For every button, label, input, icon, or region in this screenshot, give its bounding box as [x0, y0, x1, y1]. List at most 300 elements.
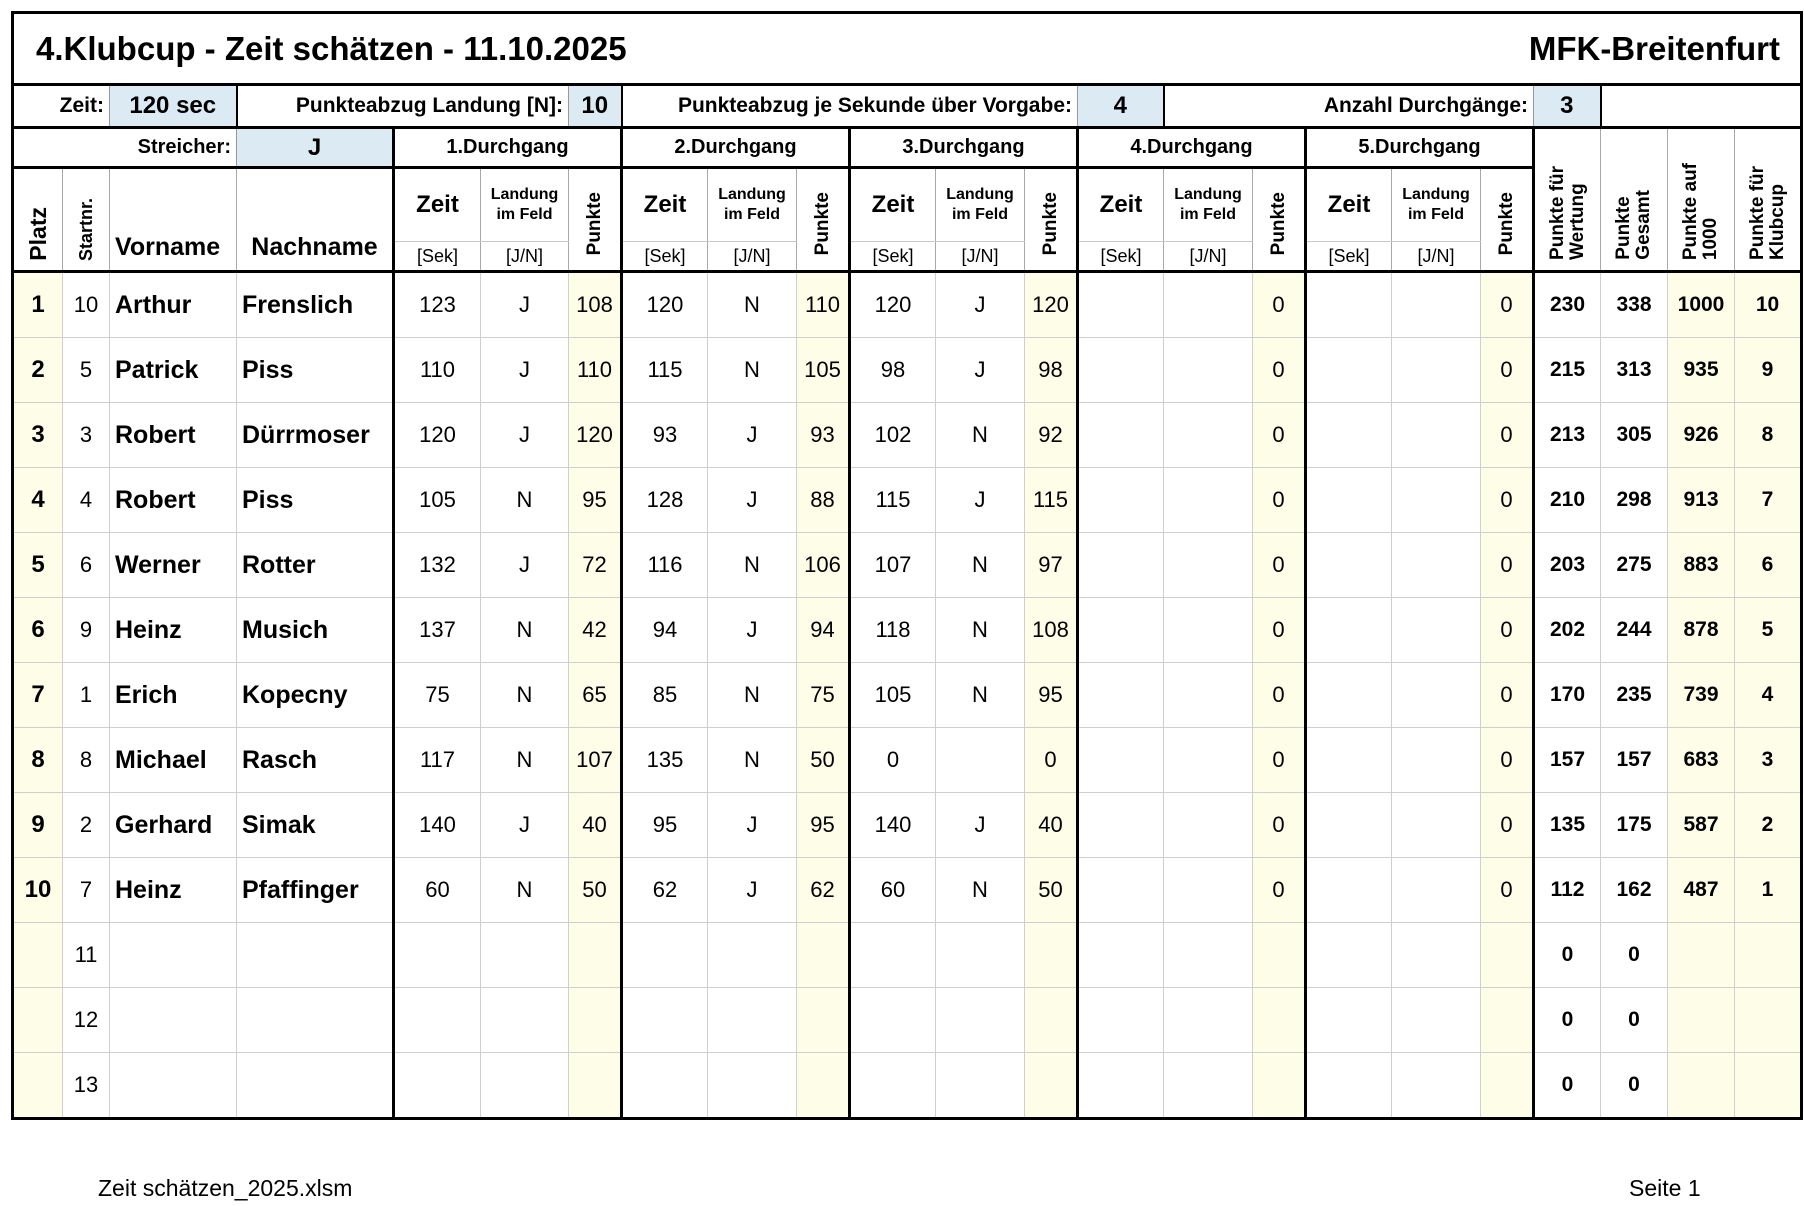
cell-punkte-wertung: 202 [1534, 598, 1601, 663]
cell-landung: J [708, 468, 797, 533]
cell-punkte-wertung: 135 [1534, 793, 1601, 858]
cell-punkte-gesamt: 244 [1601, 598, 1668, 663]
cell-punkte-auf1000: 878 [1668, 598, 1735, 663]
cell-landung: N [481, 858, 569, 923]
cell-zeit [1306, 598, 1392, 663]
round-5-punkte-header: Punkte [1481, 168, 1534, 272]
cell-platz: 5 [13, 533, 63, 598]
cell-landung: N [936, 663, 1025, 728]
round-3-jn-unit: [J/N] [936, 242, 1025, 272]
cell-platz [13, 988, 63, 1053]
cell-landung: J [481, 403, 569, 468]
cell-nachname: Frenslich [237, 272, 394, 338]
cell-zeit [1306, 728, 1392, 793]
cell-landung [1164, 1053, 1253, 1119]
cell-punkte: 120 [1025, 272, 1078, 338]
cell-nachname: Rasch [237, 728, 394, 793]
cell-zeit: 117 [394, 728, 481, 793]
round-4-sek-unit: [Sek] [1078, 242, 1164, 272]
col-header-startnr: Startnr. [63, 168, 110, 272]
cell-zeit: 116 [622, 533, 708, 598]
cell-punkte [1481, 1053, 1534, 1119]
col-header-klubcup: Punkte für Klubcup [1735, 128, 1802, 272]
zeit-label: Zeit: [13, 85, 110, 128]
cell-punkte: 0 [1253, 533, 1306, 598]
cell-landung [1164, 923, 1253, 988]
cell-landung: J [481, 272, 569, 338]
cell-nachname [237, 923, 394, 988]
cell-zeit: 120 [622, 272, 708, 338]
cell-punkte-auf1000: 683 [1668, 728, 1735, 793]
table-row [13, 403, 1802, 468]
cell-zeit [1078, 272, 1164, 338]
cell-zeit: 118 [850, 598, 936, 663]
table-row [13, 923, 1802, 988]
cell-landung [1164, 793, 1253, 858]
cell-punkte: 72 [569, 533, 622, 598]
cell-zeit: 140 [394, 793, 481, 858]
round-1-zeit-header: Zeit [394, 168, 481, 242]
cell-landung: N [708, 728, 797, 793]
cell-punkte-auf1000: 587 [1668, 793, 1735, 858]
cell-landung [936, 728, 1025, 793]
cell-landung: N [481, 468, 569, 533]
settings-empty-cell [1601, 85, 1802, 128]
col-header-auf1000: Punkte auf 1000 [1668, 128, 1735, 272]
cell-vorname [110, 988, 237, 1053]
cell-zeit: 0 [850, 728, 936, 793]
cell-startnr: 1 [63, 663, 110, 728]
cell-landung: N [708, 663, 797, 728]
cell-punkte: 42 [569, 598, 622, 663]
round-header-3: 3.Durchgang [850, 128, 1078, 168]
cell-zeit [1306, 272, 1392, 338]
cell-punkte-klubcup: 2 [1735, 793, 1802, 858]
cell-zeit [622, 1053, 708, 1119]
results-sheet [11, 11, 1803, 1120]
cell-punkte-gesamt: 235 [1601, 663, 1668, 728]
cell-punkte-klubcup: 1 [1735, 858, 1802, 923]
cell-zeit [1306, 403, 1392, 468]
cell-zeit [1306, 338, 1392, 403]
cell-landung [936, 923, 1025, 988]
landung-value[interactable]: 10 [569, 85, 622, 128]
footer-page: Seite 1 [1629, 1175, 1701, 1201]
cell-nachname [237, 988, 394, 1053]
cell-nachname: Rotter [237, 533, 394, 598]
cell-punkte [1253, 1053, 1306, 1119]
cell-punkte: 0 [1481, 663, 1534, 728]
round-3-sek-unit: [Sek] [850, 242, 936, 272]
cell-punkte: 106 [797, 533, 850, 598]
cell-punkte-wertung: 112 [1534, 858, 1601, 923]
cell-punkte: 75 [797, 663, 850, 728]
cell-vorname: Arthur [110, 272, 237, 338]
cell-startnr: 7 [63, 858, 110, 923]
cell-punkte-wertung: 215 [1534, 338, 1601, 403]
cell-landung [1392, 923, 1481, 988]
round-2-sek-unit: [Sek] [622, 242, 708, 272]
cell-punkte: 0 [1253, 598, 1306, 663]
cell-platz: 9 [13, 793, 63, 858]
cell-punkte: 50 [1025, 858, 1078, 923]
cell-punkte: 94 [797, 598, 850, 663]
round-5-jn-unit: [J/N] [1392, 242, 1481, 272]
cell-platz: 7 [13, 663, 63, 728]
cell-landung [1392, 728, 1481, 793]
cell-punkte-wertung: 0 [1534, 988, 1601, 1053]
cell-platz: 2 [13, 338, 63, 403]
cell-punkte-klubcup [1735, 1053, 1802, 1119]
cell-startnr: 4 [63, 468, 110, 533]
cell-startnr: 3 [63, 403, 110, 468]
cell-landung [708, 988, 797, 1053]
cell-landung [1392, 858, 1481, 923]
cell-punkte [1481, 988, 1534, 1053]
cell-punkte-wertung: 213 [1534, 403, 1601, 468]
round-header-4: 4.Durchgang [1078, 128, 1306, 168]
cell-punkte-klubcup: 10 [1735, 272, 1802, 338]
cell-nachname: Piss [237, 338, 394, 403]
cell-zeit [1306, 793, 1392, 858]
cell-platz: 4 [13, 468, 63, 533]
round-1-landung-header: Landung im Feld [481, 168, 569, 242]
cell-zeit: 123 [394, 272, 481, 338]
cell-zeit: 137 [394, 598, 481, 663]
round-1-sek-unit: [Sek] [394, 242, 481, 272]
cell-zeit [1078, 728, 1164, 793]
cell-platz: 6 [13, 598, 63, 663]
cell-punkte: 110 [797, 272, 850, 338]
round-header-2: 2.Durchgang [622, 128, 850, 168]
cell-punkte: 0 [1481, 533, 1534, 598]
cell-punkte: 0 [1481, 468, 1534, 533]
cell-punkte-gesamt: 162 [1601, 858, 1668, 923]
cell-punkte [569, 988, 622, 1053]
cell-punkte [797, 988, 850, 1053]
cell-vorname: Robert [110, 403, 237, 468]
cell-punkte-klubcup: 9 [1735, 338, 1802, 403]
cell-punkte-gesamt: 313 [1601, 338, 1668, 403]
table-row [13, 858, 1802, 923]
cell-punkte-klubcup: 4 [1735, 663, 1802, 728]
cell-zeit [1306, 923, 1392, 988]
cell-punkte: 40 [1025, 793, 1078, 858]
cell-punkte: 0 [1253, 468, 1306, 533]
cell-zeit: 60 [850, 858, 936, 923]
durchgaenge-label: Anzahl Durchgänge: [1323, 94, 1528, 117]
cell-nachname [237, 1053, 394, 1119]
cell-landung [1164, 858, 1253, 923]
cell-punkte: 93 [797, 403, 850, 468]
durchgaenge-value[interactable]: 3 [1534, 85, 1601, 128]
cell-punkte-auf1000 [1668, 1053, 1735, 1119]
col-header-nachname: Nachname [237, 168, 394, 272]
cell-punkte: 0 [1025, 728, 1078, 793]
round-3-zeit-header: Zeit [850, 168, 936, 242]
cell-zeit: 105 [394, 468, 481, 533]
cell-punkte: 88 [797, 468, 850, 533]
cell-landung: J [708, 793, 797, 858]
table-row [13, 728, 1802, 793]
cell-punkte [1025, 988, 1078, 1053]
cell-zeit: 105 [850, 663, 936, 728]
cell-zeit: 120 [850, 272, 936, 338]
round-2-landung-header: Landung im Feld [708, 168, 797, 242]
cell-punkte-gesamt: 0 [1601, 923, 1668, 988]
cell-nachname: Pfaffinger [237, 858, 394, 923]
cell-punkte [797, 923, 850, 988]
cell-punkte [1253, 988, 1306, 1053]
cell-punkte: 110 [569, 338, 622, 403]
table-row [13, 533, 1802, 598]
cell-punkte [569, 1053, 622, 1119]
cell-platz: 1 [13, 272, 63, 338]
cell-landung [1392, 988, 1481, 1053]
cell-zeit: 93 [622, 403, 708, 468]
cell-zeit [1306, 858, 1392, 923]
cell-punkte [797, 1053, 850, 1119]
cell-landung [708, 1053, 797, 1119]
cell-punkte-wertung: 0 [1534, 1053, 1601, 1119]
cell-punkte: 0 [1481, 793, 1534, 858]
cell-zeit [622, 988, 708, 1053]
cell-zeit [394, 1053, 481, 1119]
cell-punkte: 0 [1253, 728, 1306, 793]
round-header-1: 1.Durchgang [394, 128, 622, 168]
cell-zeit [1306, 663, 1392, 728]
cell-punkte: 65 [569, 663, 622, 728]
cell-platz [13, 923, 63, 988]
cell-startnr: 2 [63, 793, 110, 858]
sekunde-value[interactable]: 4 [1078, 85, 1164, 128]
cell-startnr: 8 [63, 728, 110, 793]
sekunde-label: Punkteabzug je Sekunde über Vorgabe: [677, 94, 1072, 117]
cell-punkte-klubcup: 5 [1735, 598, 1802, 663]
cell-landung: J [481, 533, 569, 598]
cell-punkte-auf1000: 883 [1668, 533, 1735, 598]
cell-punkte: 95 [797, 793, 850, 858]
cell-punkte: 95 [1025, 663, 1078, 728]
cell-punkte: 108 [1025, 598, 1078, 663]
table-row [13, 988, 1802, 1053]
cell-punkte: 0 [1253, 338, 1306, 403]
cell-nachname: Simak [237, 793, 394, 858]
cell-punkte: 0 [1481, 338, 1534, 403]
cell-zeit [1078, 793, 1164, 858]
cell-zeit [1078, 858, 1164, 923]
cell-landung: N [936, 598, 1025, 663]
cell-vorname: Michael [110, 728, 237, 793]
cell-punkte-auf1000: 926 [1668, 403, 1735, 468]
cell-nachname: Piss [237, 468, 394, 533]
cell-zeit: 140 [850, 793, 936, 858]
cell-vorname [110, 923, 237, 988]
round-4-punkte-header: Punkte [1253, 168, 1306, 272]
cell-punkte [1025, 1053, 1078, 1119]
cell-punkte-gesamt: 338 [1601, 272, 1668, 338]
cell-punkte-klubcup: 8 [1735, 403, 1802, 468]
cell-vorname: Patrick [110, 338, 237, 403]
cell-landung [1164, 663, 1253, 728]
cell-landung: N [936, 858, 1025, 923]
cell-punkte: 50 [569, 858, 622, 923]
cell-punkte-klubcup [1735, 923, 1802, 988]
cell-punkte-gesamt: 0 [1601, 988, 1668, 1053]
cell-startnr: 12 [63, 988, 110, 1053]
cell-punkte [1253, 923, 1306, 988]
cell-punkte: 0 [1481, 858, 1534, 923]
cell-vorname: Heinz [110, 598, 237, 663]
streicher-label: Streicher: [137, 136, 231, 158]
cell-zeit: 120 [394, 403, 481, 468]
table-row [13, 468, 1802, 533]
cell-landung [1392, 468, 1481, 533]
cell-landung: J [708, 403, 797, 468]
cell-landung [481, 1053, 569, 1119]
cell-punkte: 95 [569, 468, 622, 533]
cell-zeit: 128 [622, 468, 708, 533]
cell-landung: N [708, 272, 797, 338]
cell-landung: N [481, 598, 569, 663]
col-header-platz: Platz [13, 168, 63, 272]
club-name: MFK-Breitenfurt [1164, 13, 1802, 85]
cell-zeit [1306, 1053, 1392, 1119]
cell-punkte-gesamt: 0 [1601, 1053, 1668, 1119]
cell-landung [1392, 663, 1481, 728]
cell-landung: J [936, 468, 1025, 533]
cell-punkte: 0 [1481, 272, 1534, 338]
cell-punkte [569, 923, 622, 988]
table-row [13, 663, 1802, 728]
cell-punkte-wertung: 210 [1534, 468, 1601, 533]
cell-zeit [1078, 1053, 1164, 1119]
cell-landung: N [481, 663, 569, 728]
cell-zeit [1078, 988, 1164, 1053]
col-header-wertung: Punkte für Wertung [1534, 128, 1601, 272]
page-title: 4.Klubcup - Zeit schätzen - 11.10.2025 [13, 13, 1164, 85]
cell-vorname: Heinz [110, 858, 237, 923]
cell-zeit [622, 923, 708, 988]
zeit-value[interactable]: 120 sec [110, 85, 237, 128]
cell-punkte-wertung: 203 [1534, 533, 1601, 598]
cell-punkte-wertung: 0 [1534, 923, 1601, 988]
round-5-landung-header: Landung im Feld [1392, 168, 1481, 242]
cell-punkte-gesamt: 175 [1601, 793, 1668, 858]
cell-landung [1164, 533, 1253, 598]
cell-zeit [1078, 403, 1164, 468]
cell-punkte: 0 [1481, 403, 1534, 468]
cell-punkte-gesamt: 275 [1601, 533, 1668, 598]
cell-landung [1392, 272, 1481, 338]
round-header-5: 5.Durchgang [1306, 128, 1534, 168]
cell-punkte-gesamt: 305 [1601, 403, 1668, 468]
cell-zeit: 98 [850, 338, 936, 403]
cell-landung [481, 988, 569, 1053]
cell-punkte-klubcup: 7 [1735, 468, 1802, 533]
round-4-jn-unit: [J/N] [1164, 242, 1253, 272]
round-1-punkte-header: Punkte [569, 168, 622, 272]
cell-landung: N [708, 338, 797, 403]
col-header-gesamt: Punkte Gesamt [1601, 128, 1668, 272]
round-5-sek-unit: [Sek] [1306, 242, 1392, 272]
cell-zeit: 107 [850, 533, 936, 598]
cell-landung: N [936, 533, 1025, 598]
cell-punkte: 62 [797, 858, 850, 923]
cell-punkte-wertung: 230 [1534, 272, 1601, 338]
round-2-jn-unit: [J/N] [708, 242, 797, 272]
cell-zeit: 95 [622, 793, 708, 858]
round-5-zeit-header: Zeit [1306, 168, 1392, 242]
cell-vorname: Gerhard [110, 793, 237, 858]
cell-punkte [1481, 923, 1534, 988]
cell-landung [1164, 598, 1253, 663]
cell-punkte: 97 [1025, 533, 1078, 598]
cell-punkte: 0 [1253, 403, 1306, 468]
cell-landung: J [936, 272, 1025, 338]
cell-zeit: 94 [622, 598, 708, 663]
cell-punkte-gesamt: 298 [1601, 468, 1668, 533]
cell-punkte: 0 [1253, 793, 1306, 858]
cell-startnr: 10 [63, 272, 110, 338]
cell-punkte: 0 [1481, 598, 1534, 663]
cell-zeit [1306, 468, 1392, 533]
cell-zeit [394, 923, 481, 988]
cell-punkte: 98 [1025, 338, 1078, 403]
footer-filename: Zeit schätzen_2025.xlsm [98, 1175, 353, 1201]
cell-nachname: Kopecny [237, 663, 394, 728]
round-1-jn-unit: [J/N] [481, 242, 569, 272]
cell-punkte-auf1000: 487 [1668, 858, 1735, 923]
cell-zeit: 135 [622, 728, 708, 793]
cell-startnr: 13 [63, 1053, 110, 1119]
cell-landung [1392, 338, 1481, 403]
cell-landung [1164, 988, 1253, 1053]
cell-punkte-wertung: 170 [1534, 663, 1601, 728]
cell-punkte-klubcup: 3 [1735, 728, 1802, 793]
cell-zeit [394, 988, 481, 1053]
cell-punkte-klubcup [1735, 988, 1802, 1053]
cell-zeit: 75 [394, 663, 481, 728]
cell-landung: J [708, 858, 797, 923]
cell-zeit: 115 [850, 468, 936, 533]
table-row [13, 338, 1802, 403]
cell-zeit [1078, 923, 1164, 988]
cell-landung [1392, 598, 1481, 663]
cell-punkte: 0 [1253, 272, 1306, 338]
cell-punkte-auf1000: 913 [1668, 468, 1735, 533]
cell-landung: J [936, 338, 1025, 403]
cell-startnr: 11 [63, 923, 110, 988]
streicher-value[interactable]: J [237, 128, 394, 168]
cell-landung [1164, 403, 1253, 468]
cell-zeit [1078, 468, 1164, 533]
cell-landung [1164, 468, 1253, 533]
cell-startnr: 6 [63, 533, 110, 598]
round-3-landung-header: Landung im Feld [936, 168, 1025, 242]
cell-landung [1392, 793, 1481, 858]
cell-landung [1164, 728, 1253, 793]
cell-punkte: 0 [1253, 858, 1306, 923]
cell-platz: 3 [13, 403, 63, 468]
round-2-punkte-header: Punkte [797, 168, 850, 272]
cell-punkte: 107 [569, 728, 622, 793]
cell-landung: N [936, 403, 1025, 468]
cell-landung [1392, 1053, 1481, 1119]
cell-landung [481, 923, 569, 988]
table-row [13, 1053, 1802, 1119]
cell-zeit: 110 [394, 338, 481, 403]
